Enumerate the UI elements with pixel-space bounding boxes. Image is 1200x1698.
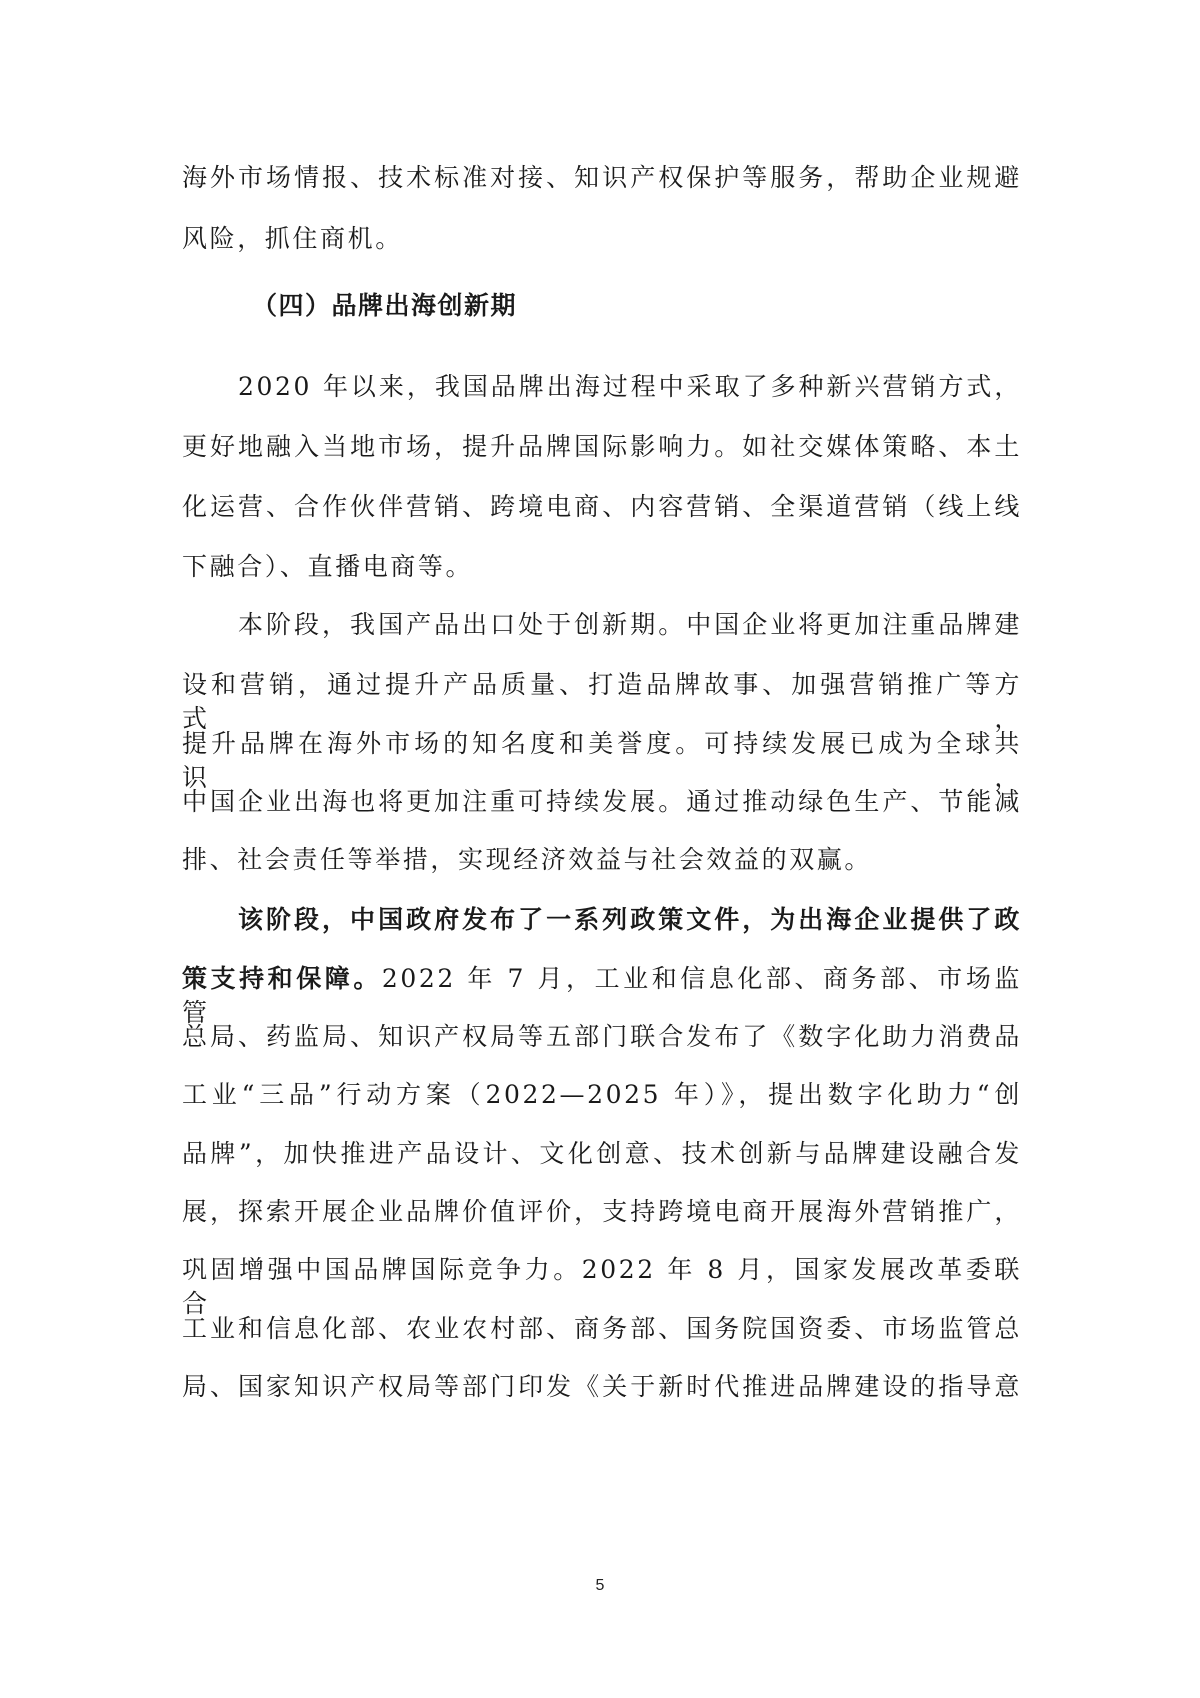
paragraph-line: 本阶段，我国产品出口处于创新期。中国企业将更加注重品牌建	[238, 610, 1022, 639]
paragraph-line: 风险，抓住商机。	[182, 224, 403, 253]
page-number: 5	[595, 1577, 605, 1594]
paragraph-line: 更好地融入当地市场，提升品牌国际影响力。如社交媒体策略、本土	[182, 432, 1022, 461]
section-heading: （四）品牌出海创新期	[252, 291, 518, 320]
regular-text: 2022 年 7 月，工业和信息化部、商务部、市场监管	[182, 964, 1022, 1027]
paragraph-line: 巩固增强中国品牌国际竞争力。2022 年 8 月，国家发展改革委联合	[182, 1255, 1022, 1318]
paragraph-line: 工业和信息化部、农业农村部、商务部、国务院国资委、市场监管总	[182, 1314, 1022, 1343]
paragraph-line: 化运营、合作伙伴营销、跨境电商、内容营销、全渠道营销（线上线	[182, 492, 1022, 521]
paragraph-line: 中国企业出海也将更加注重可持续发展。通过推动绿色生产、节能减	[182, 787, 1022, 816]
paragraph-line: 海外市场情报、技术标准对接、知识产权保护等服务，帮助企业规避	[182, 163, 1022, 192]
paragraph-line: 展，探索开展企业品牌价值评价，支持跨境电商开展海外营销推广，	[182, 1197, 1022, 1226]
paragraph-line: 下融合）、直播电商等。	[182, 552, 474, 581]
paragraph-line: 2020 年以来，我国品牌出海过程中采取了多种新兴营销方式，	[238, 372, 1022, 401]
paragraph-line: 排、社会责任等举措，实现经济效益与社会效益的双赢。	[182, 845, 873, 874]
bold-lead-text: 策支持和保障。	[182, 964, 382, 993]
paragraph-line: 提升品牌在海外市场的知名度和美誉度。可持续发展已成为全球共识，	[182, 729, 1022, 792]
paragraph-line: 品牌”，加快推进产品设计、文化创意、技术创新与品牌建设融合发	[182, 1139, 1022, 1168]
paragraph-line: 设和营销，通过提升产品质量、打造品牌故事、加强营销推广等方式，	[182, 670, 1022, 733]
paragraph-line: 局、国家知识产权局等部门印发《关于新时代推进品牌建设的指导意	[182, 1372, 1022, 1401]
paragraph-line: 总局、药监局、知识产权局等五部门联合发布了《数字化助力消费品	[182, 1022, 1022, 1051]
paragraph-line-bold: 该阶段，中国政府发布了一系列政策文件，为出海企业提供了政	[238, 905, 1022, 934]
paragraph-line: 工业“三品”行动方案（2022—2025 年）》，提出数字化助力“创	[182, 1080, 1022, 1109]
